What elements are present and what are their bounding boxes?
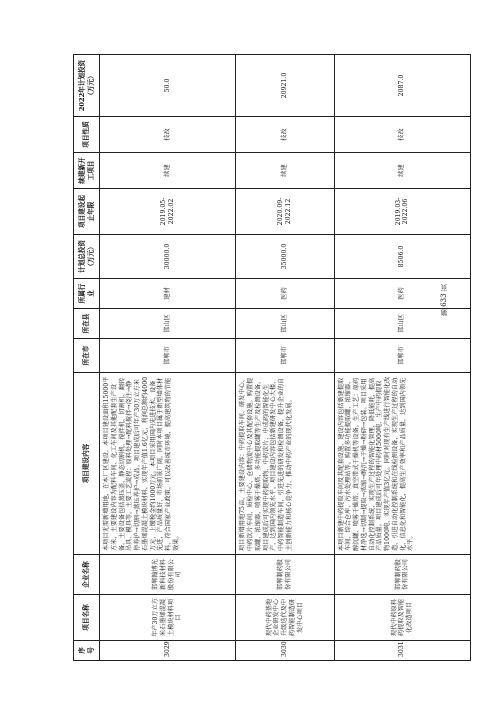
header-name: 项目名称 bbox=[74, 595, 100, 641]
table-row bbox=[236, 55, 334, 661]
header-period: 项目建设起止年限 bbox=[74, 189, 100, 235]
cell-total-investment: 8506.0 bbox=[334, 235, 471, 279]
cell-name: 现代中药原料药提取及智能化改造项目 bbox=[334, 595, 471, 641]
header-industry: 所属行业 bbox=[74, 279, 100, 309]
cell-industry: 建材 bbox=[100, 279, 236, 309]
cell-company: 邯郸制药股份有限公司 bbox=[334, 555, 471, 595]
cell-nature: 技改 bbox=[236, 117, 334, 153]
header-nature: 项目性质 bbox=[74, 117, 100, 153]
cell-status: 续建 bbox=[334, 153, 471, 189]
table-header-row bbox=[74, 55, 100, 661]
cell-period: 2020.09-2022.12 bbox=[236, 189, 334, 235]
cell-plan-2022: 2087.0 bbox=[334, 55, 471, 117]
header-plan-2022: 2022年计划投资（万元） bbox=[74, 55, 100, 117]
cell-nature: 技改 bbox=[100, 117, 236, 153]
cell-name: 现代中药基地企业研发中心升级迭代及中药智能制造研发中心项目 bbox=[236, 595, 334, 641]
header-city: 所在市 bbox=[74, 339, 100, 373]
cell-city: 邯郸市 bbox=[100, 339, 236, 373]
cell-seq: 3030 bbox=[236, 641, 334, 661]
cell-industry: 医药 bbox=[334, 279, 471, 309]
cell-company: 邯郸制药股份有限公司 bbox=[236, 555, 334, 595]
header-seq: 序号 bbox=[74, 641, 100, 661]
header-total-investment: 计划总投资（万元） bbox=[74, 235, 100, 279]
cell-period: 2019.05-2022.02 bbox=[100, 189, 236, 235]
rotated-table-wrapper bbox=[73, 55, 471, 661]
cell-content: 项目新增用地75亩，主要建设内容：中药提取车间、研发中心、中药饮片车间、质检中心、仓储物流中心及其配套设施。购置提取罐、浓缩器、喷雾干燥塔、多功能提取罐等生产及检测设备。项目建成后可实现中药提取物、中药饮片、中成药的智能化生产，达到国内领先水平。项目建设内容包括新建研发中心大楼、中药智能制造车间，引进先进的研发和检测设备，提升企业的自主创新能力和核心竞争力，推动中药产业的现代化发展。 bbox=[236, 373, 334, 555]
cell-city: 邯郸市 bbox=[334, 339, 471, 373]
cell-county: 邯山区 bbox=[334, 309, 471, 339]
cell-plan-2022: 20921.0 bbox=[236, 55, 334, 117]
page-number: 第 633 页 bbox=[440, 284, 448, 316]
cell-period: 2019.03-2022.06 bbox=[334, 189, 471, 235]
header-content: 项目建设内容 bbox=[74, 373, 100, 555]
cell-seq: 3029 bbox=[100, 641, 236, 661]
cell-name: 年产30万立方米石墨烯混凝土模块材料项目 bbox=[100, 595, 236, 641]
cell-status: 续建 bbox=[100, 153, 236, 189]
cell-county: 邯山区 bbox=[236, 309, 334, 339]
table-row bbox=[100, 55, 236, 661]
cell-content: 本项目无需新增用地，在本厂区建设，本项目建设面积15000平方米，主要建设内容为配料车间、化工车间及其他配套生产设备。主要设备包括蒸压釜、静态切割机、搅拌机、切割机、翻转吊具、模具等。主要工艺流程：原料处理→配料搅拌→浇注→静停养护→切割→蒸压养护→成品。项目建成后可年产30万立方米石墨烯混凝土模块材料，实现年产值1.6亿元，利润总额约4000万元，上缴税金约1000万元。本项目采用国内先进技术，设备先进，产品质量好，市场前景广阔。同时本项目属于新型墙体材料，符合国家产业政策，可以改善城市环境，提高建筑物的节能效果。 bbox=[100, 373, 236, 555]
cell-status: 续建 bbox=[236, 153, 334, 189]
cell-total-investment: 30000.0 bbox=[100, 235, 236, 279]
table-row bbox=[334, 55, 471, 661]
cell-seq: 3031 bbox=[334, 641, 471, 661]
header-status: 续建新开工项目 bbox=[74, 153, 100, 189]
cell-plan-2022: 50.0 bbox=[100, 55, 236, 117]
cell-city: 邯郸市 bbox=[236, 339, 334, 373]
cell-county: 邯山区 bbox=[100, 309, 236, 339]
header-company: 企业名称 bbox=[74, 555, 100, 595]
cell-company: 邯郸翰博光新科技材料股份有限公司 bbox=[100, 555, 236, 595]
project-table bbox=[73, 54, 471, 661]
cell-total-investment: 35000.0 bbox=[236, 235, 334, 279]
cell-nature: 技改 bbox=[334, 117, 471, 153]
header-county: 所在县 bbox=[74, 309, 100, 339]
cell-industry: 医药 bbox=[236, 279, 334, 309]
cell-content: 本项目新建中药提取车间及其配套设施，建设内容包括新建提取车间、综合仓库、污水处理站等。购置多功能提取罐、浓缩器、醇沉罐、喷雾干燥塔、真空带式干燥机等设备。生产工艺：原药材净选→切制→提取→浓缩→醇沉→干燥→粉碎→包装。项目采用自动化控制系统，实现生产过程的智能化管理，降低能耗，提高产品质量。项目建成后可年处理中药材5000吨，生产中药提取物1000吨，实现年产值3亿元。同时对现有生产线进行智能化改造，引进自动化控制系统和在线检测设备，实现生产过程的自动化、信息化和智能化，提高生产效率和产品质量，达到国内领先水平。 bbox=[334, 373, 471, 555]
